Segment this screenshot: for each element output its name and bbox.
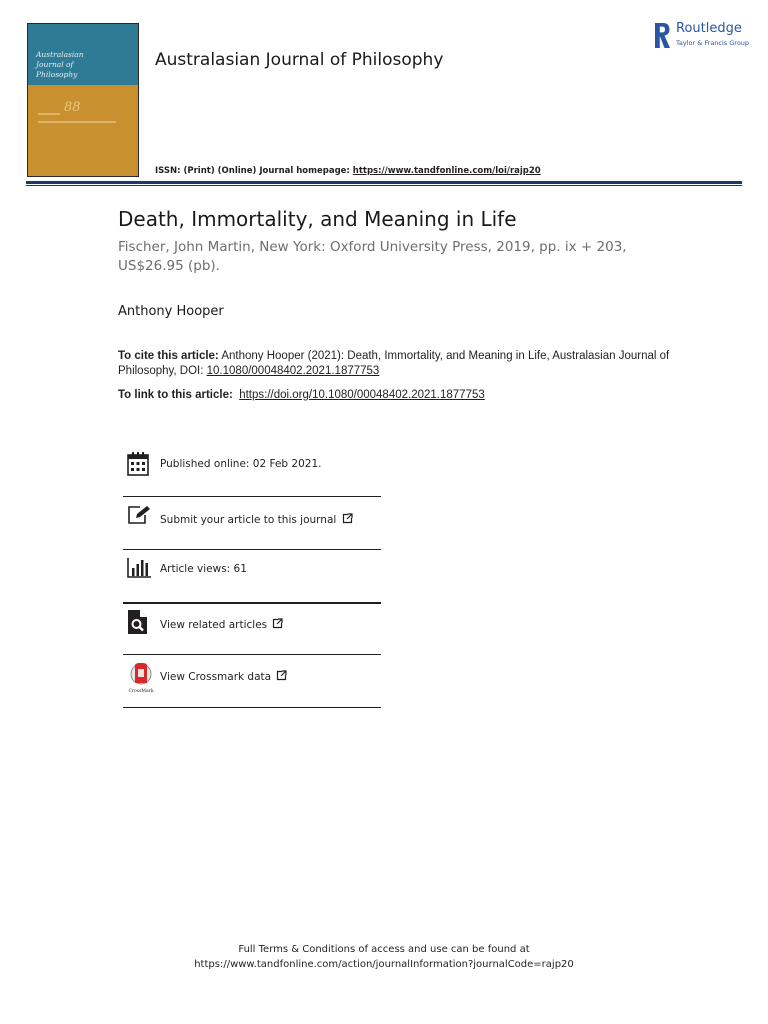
- calendar-icon: [127, 452, 149, 476]
- header-rule: [26, 181, 742, 184]
- citation-label: To cite this article:: [118, 350, 219, 362]
- related-articles-link[interactable]: [160, 618, 283, 631]
- external-link-icon: [342, 513, 353, 524]
- citation-text: Anthony Hooper (2021): Death, Immortality, and Meaning in Life, Australasian Journal of Philosophy, DOI:: [118, 350, 670, 377]
- footer-terms-url[interactable]: https://www.tandfonline.com/action/journalInformation?journalCode=rajp20: [194, 959, 574, 970]
- info-divider: [123, 602, 381, 604]
- cover-decoration: [38, 121, 116, 123]
- publisher-name: Routledge: [676, 21, 742, 36]
- cover-title-line: Australasian: [36, 50, 84, 59]
- routledge-r-icon: [653, 22, 671, 49]
- cover-lower-panel: [28, 85, 138, 176]
- article-doi-url[interactable]: https://doi.org/10.1080/00048402.2021.1877753: [239, 389, 485, 401]
- cover-title-line: Philosophy: [36, 70, 78, 79]
- citation: [118, 349, 698, 379]
- crossmark-icon-label: CrossMark: [128, 689, 154, 694]
- article-title: Death, Immortality, and Meaning in Life: [118, 207, 517, 231]
- crossmark-link[interactable]: [160, 670, 287, 683]
- info-divider: [123, 549, 381, 550]
- external-link-icon: [276, 670, 287, 681]
- cover-volume-number: 88: [64, 100, 81, 115]
- related-articles-label: View related articles: [160, 619, 268, 631]
- journal-homepage-link[interactable]: https://www.tandfonline.com/loi/rajp20: [352, 166, 541, 176]
- publisher-logo[interactable]: [653, 20, 748, 50]
- crossmark-row[interactable]: [123, 661, 381, 713]
- submit-article-link[interactable]: [160, 513, 353, 526]
- external-link-icon: [272, 618, 283, 629]
- cover-decoration: [38, 113, 60, 115]
- article-link-label: To link to this article:: [118, 389, 233, 401]
- article-views-text: Article views: 61: [160, 563, 247, 575]
- crossmark-label: View Crossmark data: [160, 671, 272, 683]
- footer-terms-text: Full Terms & Conditions of access and use can be found at: [238, 944, 530, 955]
- cover-title-line: Journal of: [36, 60, 74, 69]
- crossmark-icon: [127, 663, 155, 685]
- journal-cover: [27, 23, 139, 177]
- bar-chart-icon: [127, 558, 152, 578]
- crossmark-logo: [127, 663, 155, 693]
- published-online-row: [123, 450, 381, 502]
- info-divider: [123, 707, 381, 708]
- edit-icon: [127, 505, 151, 525]
- info-divider: [123, 496, 381, 497]
- citation-doi-link[interactable]: 10.1080/00048402.2021.1877753: [206, 365, 380, 377]
- issn-text: ISSN: (Print) (Online) Journal homepage:: [155, 166, 353, 176]
- journal-title: Australasian Journal of Philosophy: [155, 50, 444, 70]
- book-info: Fischer, John Martin, New York: Oxford University Press, 2019, pp. ix + 203, US$26.95 (pb).: [118, 239, 627, 274]
- publisher-group: Taylor & Francis Group: [676, 39, 750, 47]
- info-divider: [123, 654, 381, 655]
- article-author: Anthony Hooper: [118, 304, 224, 319]
- submit-article-row[interactable]: [123, 503, 381, 555]
- article-views-row: [123, 556, 381, 608]
- cover-title: [28, 24, 138, 85]
- issn-line: [155, 166, 541, 176]
- published-online-text: Published online: 02 Feb 2021.: [160, 458, 322, 470]
- header-rule-thin: [26, 185, 742, 186]
- footer: [0, 942, 768, 972]
- document-search-icon: [127, 609, 149, 635]
- submit-article-label: Submit your article to this journal: [160, 514, 337, 526]
- article-link-line: [118, 389, 485, 401]
